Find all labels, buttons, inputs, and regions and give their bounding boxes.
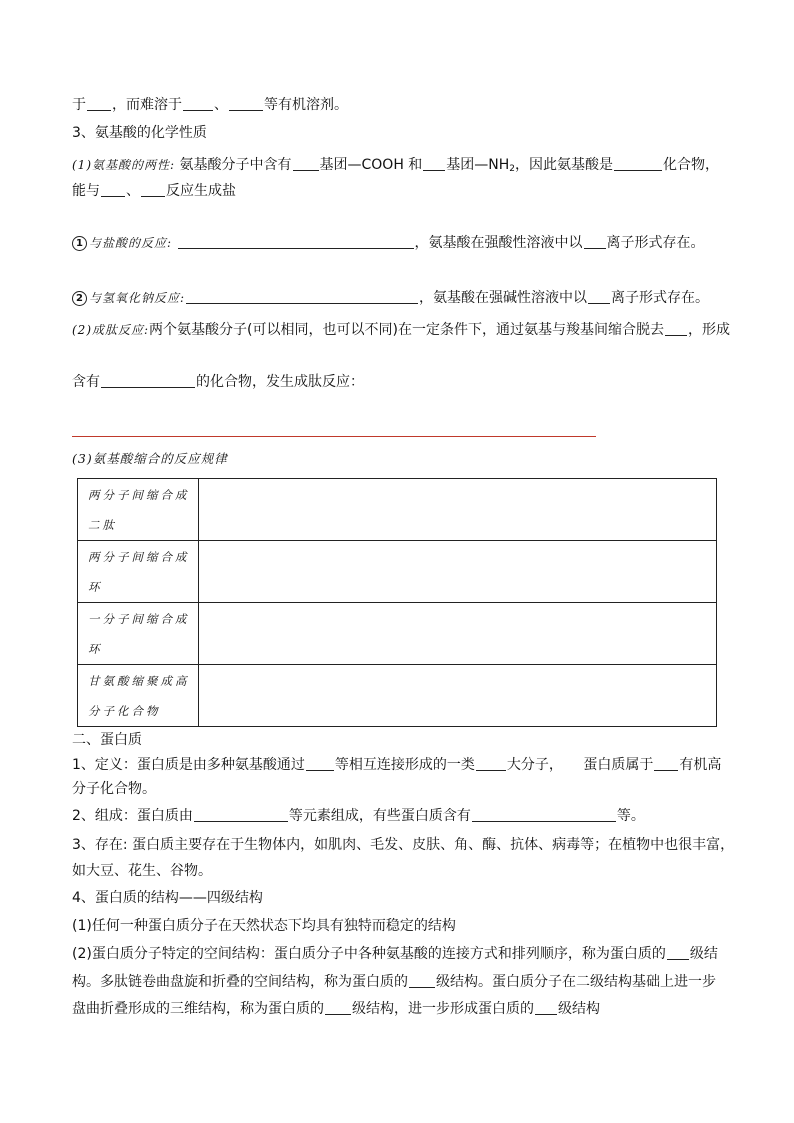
blank[interactable] — [588, 289, 610, 304]
line-protein-definition: 1、定义：蛋白质是由多种氨基酸通过 等相互连接形成的一类 大分子， 蛋白质属于 有机高 — [72, 757, 722, 773]
line-naoh-reaction: 2 与氢氧化钠反应: ，氨基酸在强碱性溶液中以 离子形式存在。 — [72, 289, 709, 307]
line-structure-3: 构。多肽链卷曲盘旋和折叠的空间结构，称为蛋白质的 级结构。蛋白质分子在二级结构基础上进一步 — [72, 974, 716, 990]
blank[interactable] — [423, 156, 445, 171]
table-row — [78, 541, 717, 603]
blank[interactable] — [476, 756, 506, 771]
table-row-label: 甘氨酸缩聚成高分子化合物 — [78, 665, 199, 727]
blank[interactable] — [194, 807, 288, 822]
circled-number: 2 — [72, 291, 87, 306]
equation-blank[interactable] — [186, 289, 418, 304]
blank[interactable] — [229, 96, 263, 111]
section-heading-condensation-rules: (3)氨基酸缩合的反应规律 — [72, 451, 228, 466]
blank[interactable] — [293, 156, 319, 171]
line-structure-1: (1)任何一种蛋白质分子在天然状态下均具有独特而稳定的结构 — [72, 918, 456, 934]
line-hcl-reaction: 1 与盐酸的反应: ，氨基酸在强酸性溶液中以 离子形式存在。 — [72, 234, 705, 252]
table-row-label: 两分子间缩合成环 — [78, 541, 199, 603]
line-protein-structure-heading: 4、蛋白质的结构——四级结构 — [72, 890, 263, 906]
line-existence-cont: 如大豆、花生、谷物。 — [72, 863, 212, 879]
table-row-label: 两分子间缩合成二肽 — [78, 479, 199, 541]
line-solubility: 于 ，而难溶于 、 等有机溶剂。 — [72, 97, 348, 113]
line-amphoteric: (1)氨基酸的两性: 氨基酸分子中含有 基团—COOH 和 基团$—NH_2$，因此氨基酸是 化合物， — [72, 157, 720, 174]
table-row — [78, 479, 717, 541]
blank[interactable] — [472, 807, 616, 822]
line-peptide-reaction: (2)成肽反应:两个氨基酸分子(可以相同，也可以不同)在一定条件下，通过氨基与羧基间缩合脱去 ，形成 — [72, 322, 730, 338]
section-heading-protein: 二、蛋白质 — [72, 732, 142, 748]
line-protein-existence: 3、存在: 蛋白质主要存在于生物体内，如肌肉、毛发、皮肤、角、酶、抗体、病毒等；在植物中也很丰富， — [72, 837, 735, 853]
equation-blank[interactable] — [178, 234, 414, 249]
blank[interactable] — [614, 156, 662, 171]
line-protein-composition: 2、组成：蛋白质由 等元素组成，有些蛋白质含有 等。 — [72, 808, 645, 824]
blank[interactable] — [584, 234, 606, 249]
line-peptide-product: 含有 的化合物，发生成肽反应： — [72, 374, 364, 390]
blank[interactable] — [665, 321, 687, 336]
blank[interactable] — [306, 756, 334, 771]
blank[interactable] — [141, 182, 165, 197]
blank[interactable] — [325, 1000, 351, 1015]
blank[interactable] — [101, 182, 125, 197]
line-definition-cont: 分子化合物。 — [72, 781, 156, 797]
blank[interactable] — [654, 756, 678, 771]
line-structure-4: 盘曲折叠形成的三维结构，称为蛋白质的 级结构，进一步形成蛋白质的 级结构 — [72, 1001, 600, 1017]
table-row-label: 一分子间缩合成环 — [78, 603, 199, 665]
blank[interactable] — [409, 973, 435, 988]
answer-line-red[interactable] — [72, 436, 596, 437]
condensation-rules-table — [77, 478, 717, 727]
circled-number: 1 — [72, 236, 87, 251]
answer-cell[interactable] — [199, 603, 717, 665]
answer-cell[interactable] — [199, 541, 717, 603]
blank[interactable] — [101, 373, 195, 388]
blank[interactable] — [667, 945, 689, 960]
answer-cell[interactable] — [199, 665, 717, 727]
blank[interactable] — [87, 96, 111, 111]
blank[interactable] — [535, 1000, 557, 1015]
table-row — [78, 603, 717, 665]
line-react-with: 能与 、 反应生成盐 — [72, 183, 236, 199]
answer-cell[interactable] — [199, 479, 717, 541]
line-structure-2: (2)蛋白质分子特定的空间结构：蛋白质分子中各种氨基酸的连接方式和排列顺序，称为蛋白质的 级结 — [72, 946, 718, 962]
section-heading-chemical-properties: 3、氨基酸的化学性质 — [72, 125, 207, 141]
table-row — [78, 665, 717, 727]
blank[interactable] — [183, 96, 213, 111]
